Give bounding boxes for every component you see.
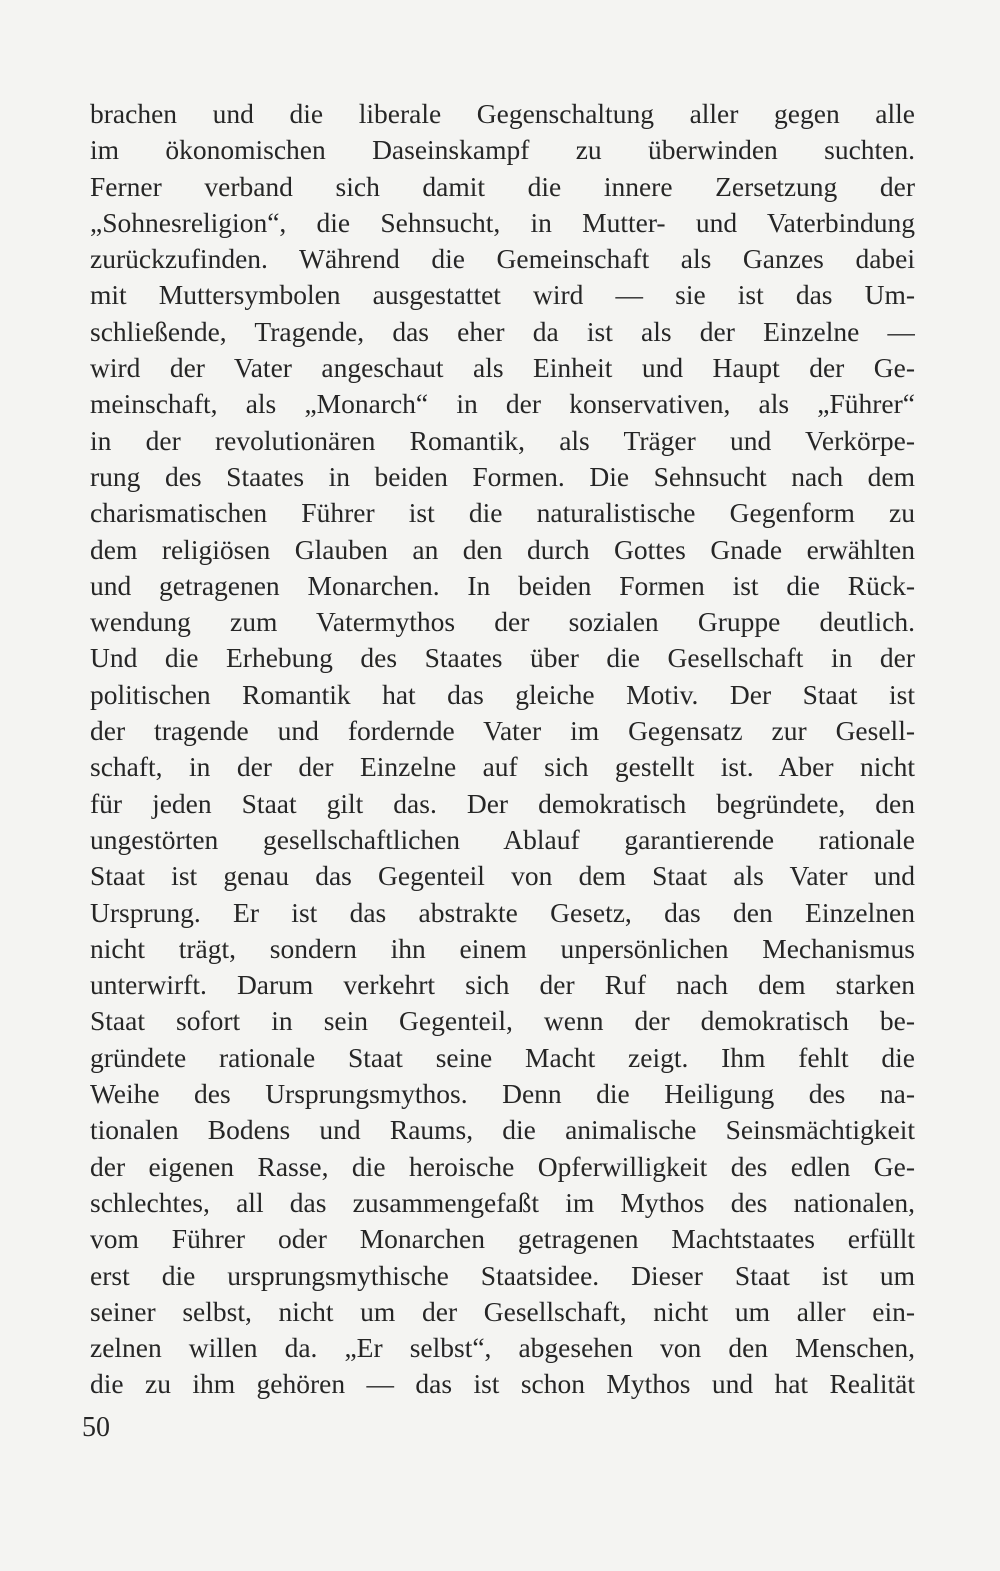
text-line: für jeden Staat gilt das. Der demokratisch begründete, den [90,787,915,819]
page-number: 50 [82,1412,110,1443]
text-line: der eigenen Rasse, die heroische Opferwilligkeit des edlen Ge- [90,1150,915,1182]
text-line: brachen und die liberale Gegenschaltung aller gegen alle [90,98,915,129]
text-line: ungestörten gesellschaftlichen Ablauf garantierende rationale [90,823,915,855]
text-line: unterwirft. Darum verkehrt sich der Ruf nach dem starken [90,969,915,1001]
text-line: schlechtes, all das zusammengefaßt im Mythos des nationalen, [90,1186,915,1218]
text-line: politischen Romantik hat das gleiche Motiv. Der Staat ist [90,678,915,710]
text-line: mit Muttersymbolen ausgestattet wird — sie ist das Um- [90,279,915,311]
text-line: wendung zum Vatermythos der sozialen Gruppe deutlich. [90,606,915,638]
text-line: Ferner verband sich damit die innere Zersetzung der [90,170,915,202]
text-line: und getragenen Monarchen. In beiden Formen ist die Rück- [90,569,915,601]
text-line: die zu ihm gehören — das ist schon Mythos und hat Realität [90,1368,915,1400]
text-line: zurückzufinden. Während die Gemeinschaft als Ganzes dabei [90,243,915,275]
text-line: Ursprung. Er ist das abstrakte Gesetz, das den Einzelnen [90,896,915,928]
text-line: wird der Vater angeschaut als Einheit und Haupt der Ge- [90,352,915,384]
text-line: nicht trägt, sondern ihn einem unpersönlichen Mechanismus [90,932,915,964]
text-line: tionalen Bodens und Raums, die animalische Seinsmächtigkeit [90,1114,915,1146]
text-line: erst die ursprungsmythische Staatsidee. Dieser Staat ist um [90,1259,915,1291]
text-line: Staat sofort in sein Gegenteil, wenn der demokratisch be- [90,1005,915,1037]
text-line: in der revolutionären Romantik, als Träger und Verkörpe- [90,424,915,456]
text-line: im ökonomischen Daseinskampf zu überwinden suchten. [90,134,915,166]
text-line: der tragende und fordernde Vater im Gegensatz zur Gesell- [90,715,915,747]
text-line: dem religiösen Glauben an den durch Gottes Gnade erwählten [90,533,915,565]
text-line: meinschaft, als „Monarch“ in der konservativen, als „Führer“ [90,388,915,420]
text-line: schaft, in der der Einzelne auf sich gestellt ist. Aber nicht [90,751,915,783]
text-line: gründete rationale Staat seine Macht zeigt. Ihm fehlt die [90,1041,915,1073]
text-line: schließende, Tragende, das eher da ist als der Einzelne — [90,315,915,347]
text-line: „Sohnesreligion“, die Sehnsucht, in Mutter- und Vaterbindung [90,206,915,238]
text-line: Weihe des Ursprungsmythos. Denn die Heiligung des na- [90,1078,915,1110]
text-line: Staat ist genau das Gegenteil von dem Staat als Vater und [90,860,915,892]
body-text [90,96,915,1403]
text-line: vom Führer oder Monarchen getragenen Machtstaates erfüllt [90,1223,915,1255]
text-line: Und die Erhebung des Staates über die Gesellschaft in der [90,642,915,674]
text-line: seiner selbst, nicht um der Gesellschaft, nicht um aller ein- [90,1295,915,1327]
text-line: zelnen willen da. „Er selbst“, abgesehen von den Menschen, [90,1332,915,1364]
text-line: rung des Staates in beiden Formen. Die Sehnsucht nach dem [90,460,915,492]
text-line: charismatischen Führer ist die naturalistische Gegenform zu [90,497,915,529]
